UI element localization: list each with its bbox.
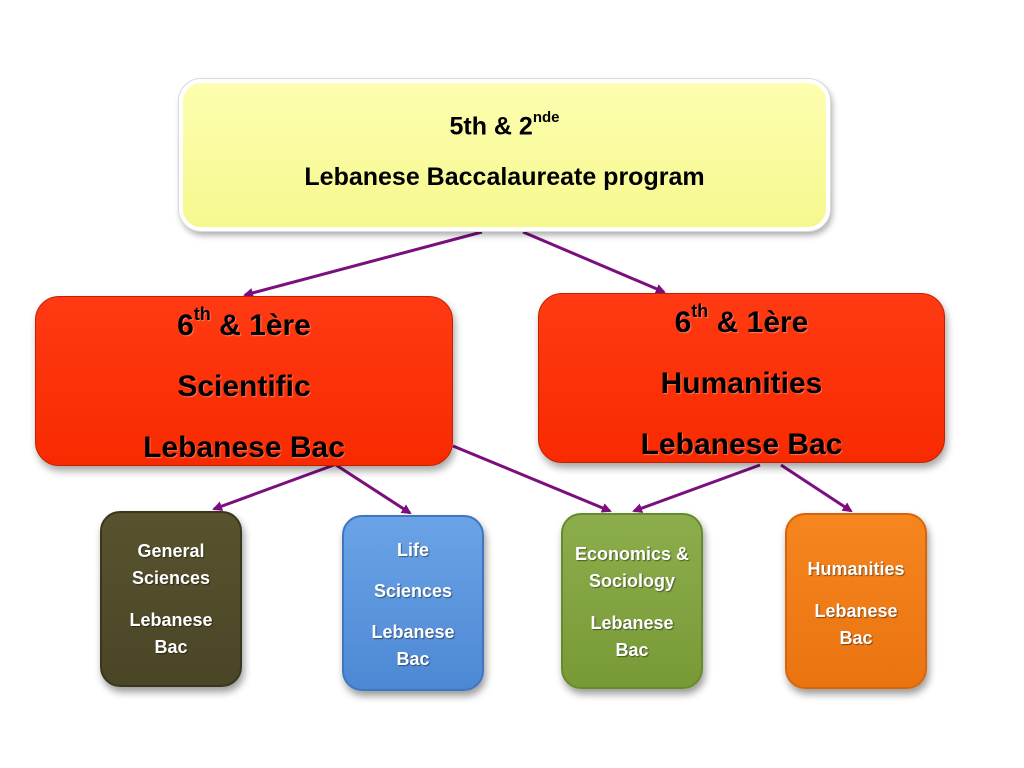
humanities-small-line3: Bac bbox=[839, 628, 873, 648]
economics-line4: Bac bbox=[615, 640, 649, 660]
arrow-humanities-to-economics bbox=[634, 465, 760, 511]
general-sciences-line3: Lebanese bbox=[129, 610, 213, 630]
scientific-grade-sup: th bbox=[193, 304, 211, 324]
general-sciences-line2: Sciences bbox=[131, 568, 211, 588]
general-sciences-box bbox=[100, 511, 242, 687]
humanities-small-line1: Humanities bbox=[807, 559, 905, 579]
humanities-program-label: Lebanese Bac bbox=[640, 428, 843, 461]
economics-sociology-box bbox=[561, 513, 703, 689]
scientific-program-label: Lebanese Bac bbox=[143, 431, 345, 464]
economics-line2: Sociology bbox=[588, 571, 675, 591]
life-sciences-box bbox=[342, 515, 484, 691]
humanities-stream-box bbox=[538, 293, 945, 463]
arrow-top-to-humanities bbox=[523, 232, 664, 292]
top-box-grade-sup: nde bbox=[532, 108, 560, 126]
life-sciences-line2: Sciences bbox=[373, 581, 453, 601]
scientific-stream-box bbox=[35, 296, 453, 466]
top-box-grade bbox=[449, 108, 560, 141]
humanities-small-box bbox=[785, 513, 927, 689]
life-sciences-line4: Bac bbox=[396, 649, 430, 669]
economics-line1: Economics & bbox=[574, 544, 690, 564]
top-box-grade-main: 5th & 2 bbox=[449, 112, 533, 141]
humanities-stream-label: Humanities bbox=[660, 367, 823, 400]
top-box-program: Lebanese Baccalaureate program bbox=[304, 163, 705, 192]
humanities-grade bbox=[675, 300, 809, 338]
arrow-humanities-to-humanities-small bbox=[781, 465, 851, 511]
humanities-grade-num: 6 bbox=[674, 306, 692, 339]
scientific-grade-rest: & 1ère bbox=[210, 309, 311, 342]
humanities-small-line2: Lebanese bbox=[814, 601, 898, 621]
economics-line3: Lebanese bbox=[590, 613, 674, 633]
top-program-box bbox=[179, 79, 830, 231]
scientific-grade-num: 6 bbox=[177, 309, 194, 342]
arrow-scientific-to-life-sciences bbox=[336, 465, 410, 513]
general-sciences-line4: Bac bbox=[154, 637, 188, 657]
humanities-grade-sup: th bbox=[691, 301, 709, 321]
scientific-grade bbox=[177, 303, 311, 341]
scientific-stream-label: Scientific bbox=[177, 370, 311, 403]
arrow-top-to-scientific bbox=[245, 232, 482, 295]
general-sciences-line1: General bbox=[137, 541, 205, 561]
arrow-scientific-to-general-sciences bbox=[214, 465, 334, 509]
life-sciences-line1: Life bbox=[396, 540, 429, 560]
life-sciences-line3: Lebanese bbox=[371, 622, 455, 642]
humanities-grade-rest: & 1ère bbox=[708, 306, 809, 339]
